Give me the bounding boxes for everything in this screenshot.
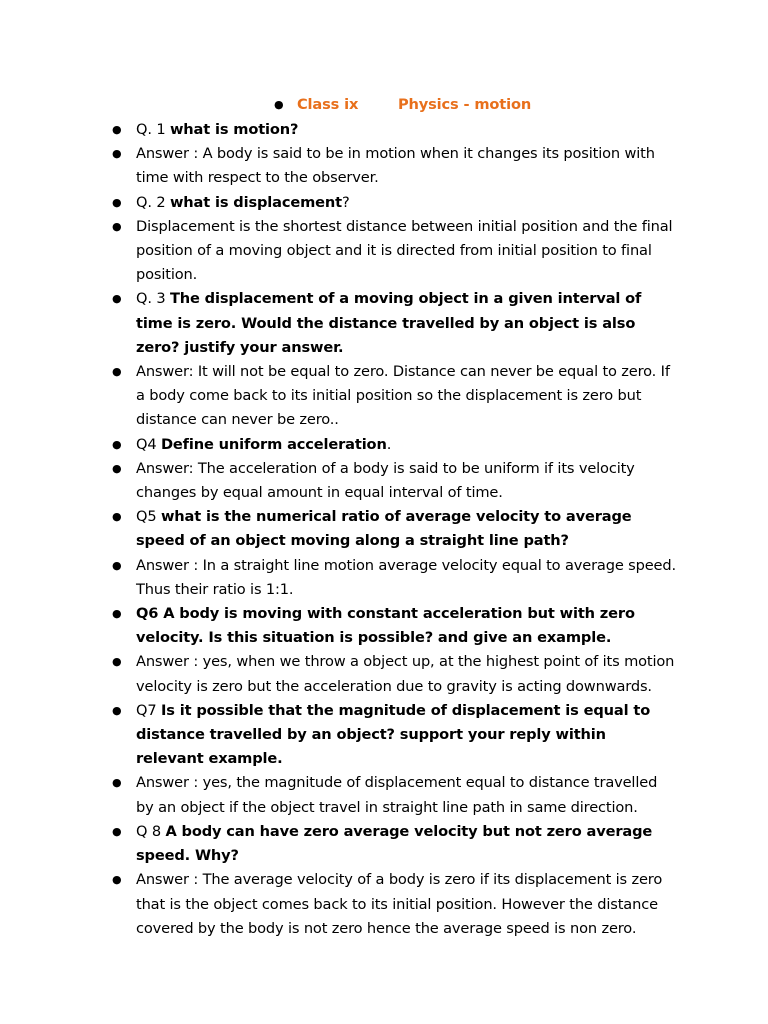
bullet-icon: ● [112,461,122,475]
list-item [0,457,768,505]
item-suffix: ? [341,193,350,211]
list-item [0,554,768,602]
item-prefix: Q4 [136,435,161,453]
bullet-icon: ● [112,510,122,524]
item-prefix: Q. 2 [136,193,170,211]
bullet-icon: ● [112,437,122,451]
item-prefix: Answer : In a straight line motion average velocity equal to average speed. Thus their ratio is 1:1. [136,556,676,598]
list-item [0,699,768,772]
list-item [0,287,768,360]
item-prefix: Q 8 [136,822,166,840]
item-prefix: Q. 1 [136,121,170,138]
bullet-icon: ● [112,365,122,379]
bullet-icon: ● [112,123,122,136]
item-prefix: Q. 3 [136,290,170,308]
class-label: Class ix [297,96,359,113]
item-prefix: Q7 [136,701,161,719]
subject-title: Physics - motion [398,96,532,113]
bullet-icon: ● [112,824,122,838]
list-item [0,118,768,142]
bullet-icon: ● [274,98,284,111]
list-item [0,505,768,553]
item-prefix: Answer: The acceleration of a body is said to be uniform if its velocity changes by equal amount in equal interval of time. [136,459,635,502]
bullet-icon: ● [112,558,122,572]
item-bold-text: what is displacement [169,193,342,211]
item-prefix: Answer : A body is said to be in motion when it changes its position with time with respect to the observer. [136,145,655,187]
bullet-icon: ● [112,607,122,621]
bullet-icon: ● [112,703,122,717]
item-bold-text: what is the numerical ratio of average velocity to average speed of an object moving along a straight line path? [136,508,632,550]
list-item [0,360,768,433]
bullet-icon: ● [112,219,122,233]
bullet-icon: ● [112,873,122,887]
item-prefix: Answer: It will not be equal to zero. Distance can never be equal to zero. If a body come back to its initial position so the displacement is zero but distance can never be zero.. [136,363,670,429]
qa-list [0,118,768,941]
bullet-icon: ● [112,147,122,161]
item-bold-text: Q6 A body is moving with constant acceleration but with zero velocity. Is this situation is possible? and give an example. [136,605,635,647]
list-item [0,191,768,215]
bullet-icon: ● [112,195,122,209]
list-item [0,602,768,650]
list-item [0,215,768,288]
item-bold-text: what is motion? [169,121,299,138]
item-prefix: Answer : The average velocity of a body is zero if its displacement is zero that is the object comes back to its initial position. However the distance covered by the body is not zero hence the average speed is non zero. [136,871,663,937]
list-item [0,433,768,457]
item-bold-text: A body can have zero average velocity but not zero average speed. Why? [136,822,653,865]
list-item [0,650,768,698]
item-bold-text: Define uniform acceleration [160,435,387,453]
item-prefix: Answer : yes, when we throw a object up, at the highest point of its motion velocity is zero but the acceleration due to gravity is acting downwards. [136,653,675,695]
list-item [0,771,768,819]
bullet-icon: ● [112,292,122,306]
item-prefix: Answer : yes, the magnitude of displacement equal to distance travelled by an object if the object travel in straight line path in same direction. [136,774,658,816]
item-prefix: Displacement is the shortest distance between initial position and the final position of a moving object and it is directed from initial position to final position. [136,217,673,284]
item-bold-text: The displacement of a moving object in a given interval of time is zero. Would the distance travelled by an object is also zero? justify your answer. [136,290,642,356]
list-item [0,820,768,868]
list-item [0,868,768,941]
item-suffix: . [386,435,392,453]
item-bold-text: Is it possible that the magnitude of displacement is equal to distance travelled by an object? support your reply within relevant example. [136,701,651,768]
item-prefix: Q5 [136,508,161,526]
bullet-icon: ● [112,655,122,669]
list-item [0,142,768,190]
bullet-icon: ● [112,776,122,790]
